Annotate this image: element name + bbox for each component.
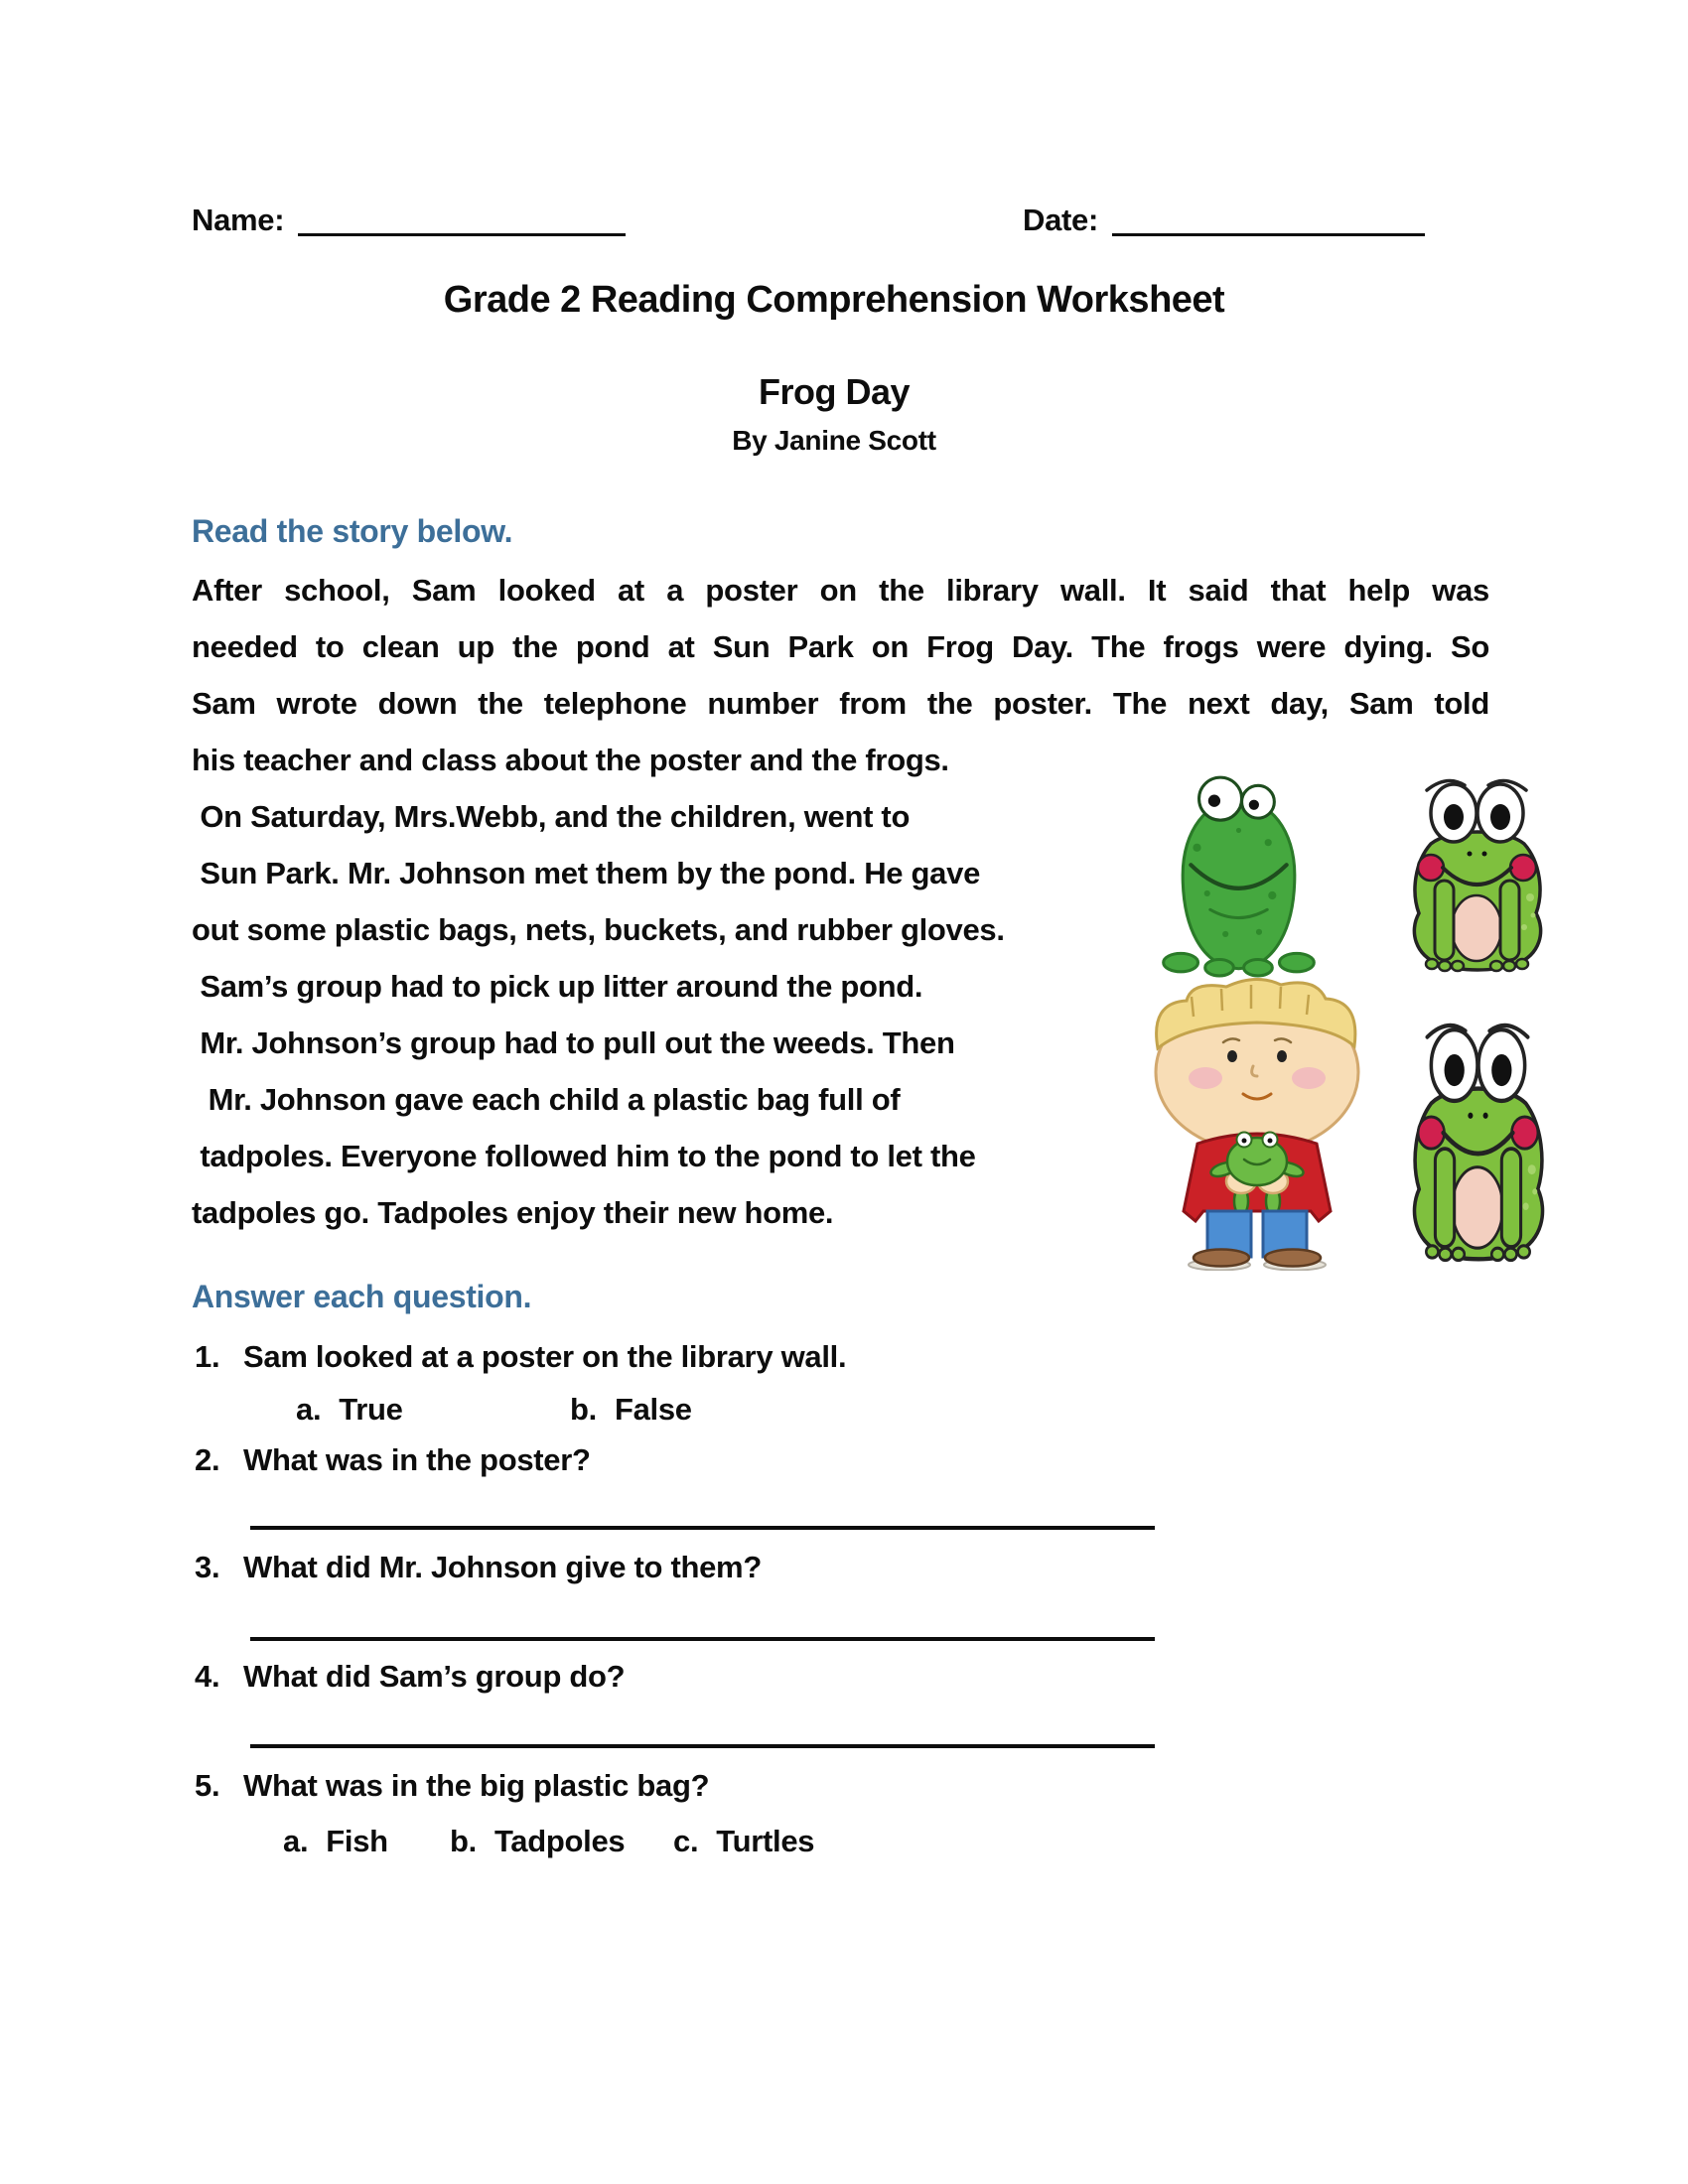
story-line: Sun Park. Mr. Johnson met them by the pond. He gave <box>192 856 981 890</box>
question-5-options <box>0 1824 1688 1863</box>
story-line: out some plastic bags, nets, buckets, and rubber gloves. <box>192 912 1005 947</box>
answer-questions-heading: Answer each question. <box>192 1279 532 1314</box>
question-1-option-a: a. True <box>296 1392 403 1427</box>
question-3 <box>195 1548 762 1587</box>
date-label: Date: <box>1023 203 1099 237</box>
answer-blank-line <box>250 1526 1155 1530</box>
question-1-option-b: b. False <box>570 1392 692 1427</box>
question-text: What did Mr. Johnson give to them? <box>243 1550 762 1584</box>
story-line: his teacher and class about the poster and the frogs. <box>192 743 949 777</box>
name-label: Name: <box>192 203 285 237</box>
question-1-options <box>0 1392 1688 1432</box>
story-line: Mr. Johnson gave each child a plastic bag full of <box>192 1082 901 1117</box>
question-number: 4. <box>195 1659 220 1694</box>
story-line: Sam’s group had to pick up litter around the pond. <box>192 969 923 1004</box>
story-line: needed to clean up the pond at Sun Park on Frog Day. The frogs were dying. So <box>192 629 1489 664</box>
question-5-option-c: c. Turtles <box>673 1824 815 1858</box>
name-row <box>192 203 626 238</box>
question-5-option-b: b. Tadpoles <box>450 1824 626 1858</box>
story-illustrations <box>1132 766 1559 1283</box>
name-blank-line <box>298 232 626 236</box>
page-title: Grade 2 Reading Comprehension Worksheet <box>443 279 1225 321</box>
bug-eyed-frog-clipart <box>1405 1008 1551 1268</box>
question-5-option-a: a. Fish <box>283 1824 388 1858</box>
question-text: What did Sam’s group do? <box>243 1659 626 1694</box>
question-text: What was in the big plastic bag? <box>243 1768 710 1803</box>
question-1 <box>195 1337 846 1377</box>
story-line: Sam wrote down the telephone number from the poster. The next day, Sam told <box>192 686 1489 721</box>
question-5 <box>195 1766 709 1806</box>
story-title: Frog Day <box>758 371 911 412</box>
byline: By Janine Scott <box>732 425 936 456</box>
story-line: After school, Sam looked at a poster on the library wall. It said that help was <box>192 573 1489 608</box>
question-number: 2. <box>195 1442 220 1477</box>
story-line: tadpoles go. Tadpoles enjoy their new home. <box>192 1195 834 1230</box>
question-text: Sam looked at a poster on the library wall. <box>243 1339 847 1374</box>
read-story-heading: Read the story below. <box>192 513 513 549</box>
question-number: 3. <box>195 1550 220 1584</box>
answer-blank-line <box>250 1637 1155 1641</box>
story-paragraph-2 <box>192 788 1135 1241</box>
date-row <box>1023 203 1425 238</box>
boy-holding-frog-clipart <box>1132 973 1382 1271</box>
story-line: tadpoles. Everyone followed him to the pond to let the <box>192 1139 976 1173</box>
story-paragraph-1 <box>192 562 1489 788</box>
question-4 <box>195 1657 625 1697</box>
date-blank-line <box>1112 232 1425 236</box>
answer-blank-line <box>250 1744 1155 1748</box>
question-2 <box>195 1440 591 1480</box>
question-number: 1. <box>195 1339 220 1374</box>
story-line: Mr. Johnson’s group had to pull out the weeds. Then <box>192 1025 955 1060</box>
green-frog-clipart <box>1162 771 1316 980</box>
question-text: What was in the poster? <box>243 1442 591 1477</box>
bug-eyed-frog-clipart <box>1405 766 1549 977</box>
question-number: 5. <box>195 1768 220 1803</box>
story-line: On Saturday, Mrs.Webb, and the children, went to <box>192 799 911 834</box>
